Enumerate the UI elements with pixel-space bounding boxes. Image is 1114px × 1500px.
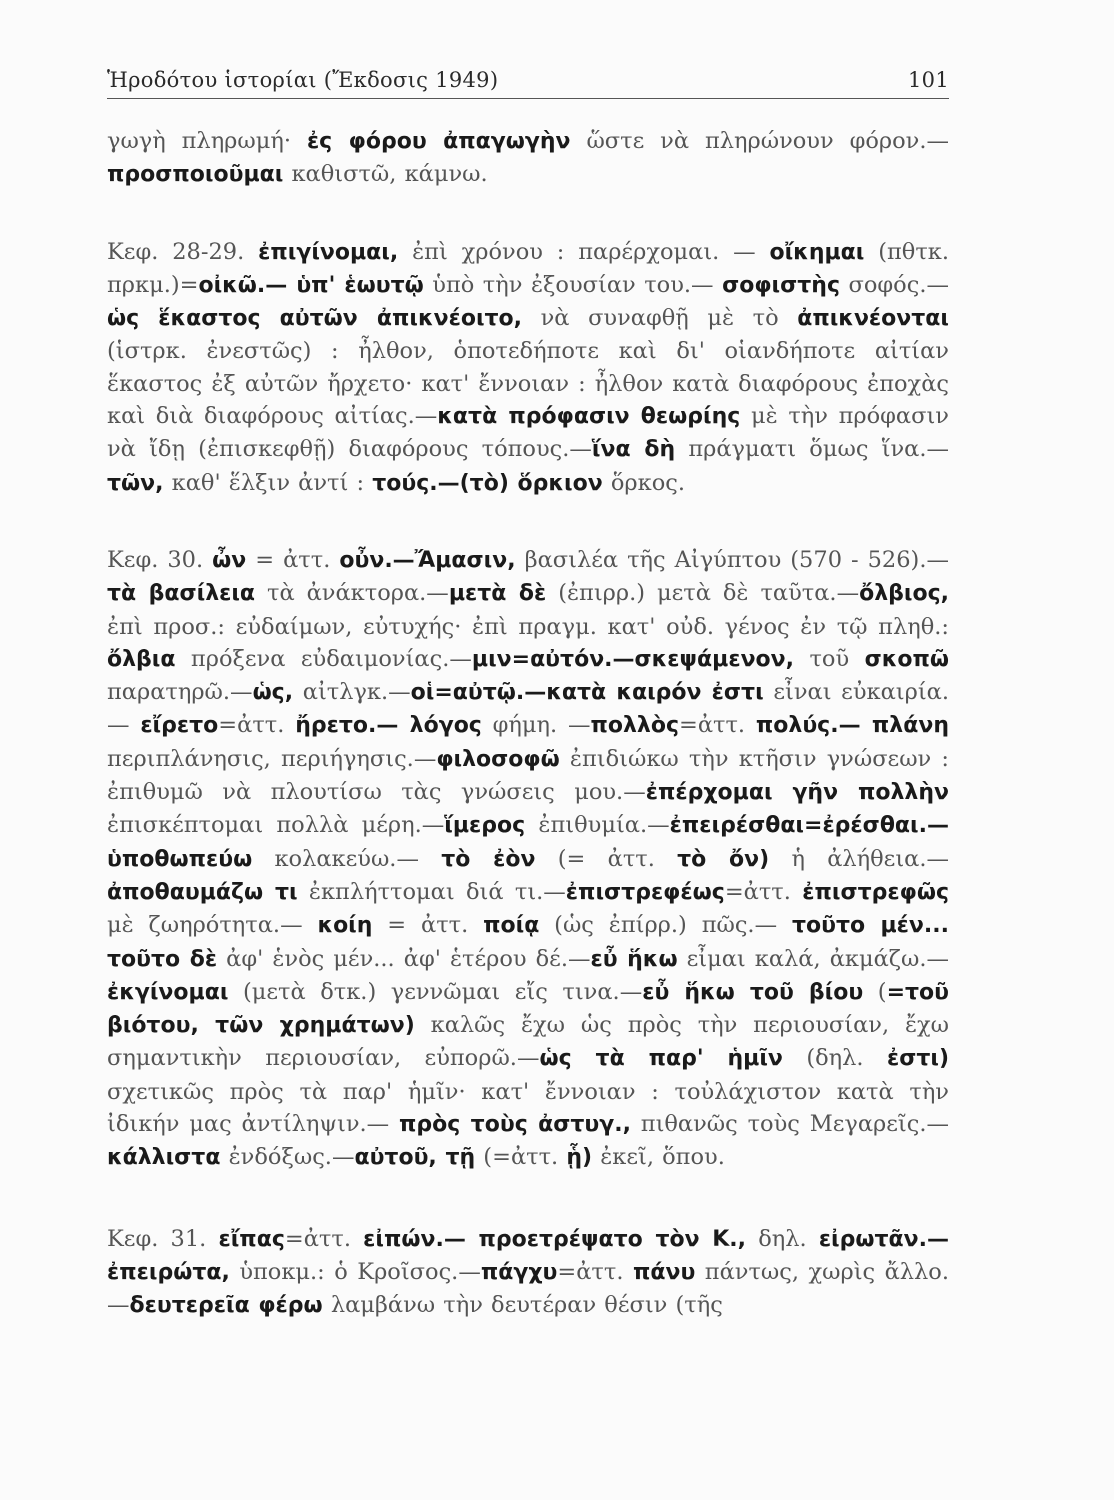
- gloss-text: νὰ συναφθῇ μὲ τὸ: [522, 305, 798, 332]
- headword: ἐπιγίνομαι,: [258, 239, 399, 265]
- gloss-text: = ἀττ.: [372, 912, 484, 939]
- headword: ἐκγίνομαι: [107, 979, 229, 1005]
- paragraph-1: [107, 125, 949, 192]
- headword: πολύς.— πλάνη: [755, 713, 949, 739]
- headword: προσποιοῦμαι: [107, 162, 284, 188]
- gloss-text: =ἀττ.: [284, 1225, 364, 1252]
- headword: ἀποθαυμάζω τι: [107, 879, 298, 905]
- gloss-text: ἐπὶ προσ.: εὐδαίμων, εὐτυχής· ἐπὶ πραγμ. κατ' οὐδ. γένος ἐν τῷ πληθ.:: [107, 613, 949, 640]
- headword: πολλὸς: [590, 713, 679, 739]
- gloss-text: ὥστε νὰ πληρώνουν φόρον.—: [570, 128, 949, 154]
- gloss-text: (πθτκ. πρκμ.)=: [107, 238, 949, 298]
- headword: ὡς ἕκαστος αὐτῶν ἀπικνέοιτο,: [107, 306, 523, 332]
- gloss-text: πρόξενα εὐδαιμονίας.—: [175, 645, 472, 672]
- gloss-text: = ἀττ.: [246, 546, 340, 573]
- gloss-text: (=ἀττ.: [475, 1144, 567, 1171]
- paragraph-4: [107, 1223, 949, 1323]
- gloss-text: καθ' ἕλξιν ἀντί :: [163, 469, 373, 496]
- page-number: 101: [908, 68, 949, 92]
- headword: σκοπῶ: [864, 646, 949, 672]
- headword: δευτερεῖα φέρω: [129, 1293, 323, 1319]
- headword: οἰκῶ.— ὑπ' ἑωυτῷ: [198, 272, 424, 298]
- gloss-text: =ἀττ.: [218, 712, 296, 739]
- gloss-text: ἐπιθυμία.—: [525, 812, 670, 839]
- gloss-text: (δηλ.: [782, 1045, 887, 1072]
- headword: πρὸς τοὺς ἀστυγ.,: [399, 1112, 631, 1138]
- gloss-text: σχετικῶς πρὸς τὰ παρ' ἡμῖν· κατ' ἔννοιαν : τοὐλάχιστον κατὰ τὴν ἰδικήν μας ἀντίληψιν.—: [107, 1078, 949, 1138]
- gloss-text: ὅρκος.: [602, 469, 686, 496]
- headword: ὡς,: [252, 680, 294, 706]
- gloss-text: γωγὴ πληρωμή·: [107, 128, 307, 154]
- headword: εἴρετο: [140, 713, 219, 739]
- headword: =τοῦ βιότου, τῶν χρημάτων): [107, 979, 950, 1039]
- gloss-text: ἐκπλήττομαι διά τι.—: [297, 878, 566, 905]
- headword: εἴπας: [218, 1226, 285, 1252]
- headword: ὄλβιος,: [859, 581, 949, 607]
- headword: μιν=αὐτόν.—σκεψάμενον,: [471, 646, 795, 672]
- headword: τοῦτο μέν... τοῦτο δὲ: [107, 913, 949, 972]
- headword: οἱ=αὐτῷ.—κατὰ καιρόν ἐστι: [410, 680, 764, 706]
- headword: ἐπιστρεφῶς: [802, 879, 949, 905]
- headword: εἰπών.— προετρέψατο τὸν Κ.,: [363, 1226, 747, 1252]
- gloss-text: (: [863, 978, 887, 1005]
- gloss-text: μὲ ζωηρότητα.—: [107, 912, 318, 939]
- gloss-text: =ἀττ.: [678, 712, 756, 739]
- headword: ἐπιστρεφέως: [565, 879, 725, 905]
- headword: πάνυ: [632, 1259, 696, 1285]
- gloss-text: (μετὰ δτκ.) γεννῶμαι εἴς τινα.—: [228, 978, 643, 1005]
- headword: τούς.—(τὸ) ὅρκιον: [372, 470, 603, 496]
- gloss-text: λαμβάνω τὴν δευτέραν θέσιν (τῆς: [322, 1292, 723, 1319]
- headword: οὖν.—Ἄμασιν,: [339, 547, 516, 573]
- headword: εἰρωτᾶν.—ἐπειρώτα,: [107, 1226, 949, 1285]
- headword: ἐπειρέσθαι=ἐρέσθαι.—ὑποθωπεύω: [107, 813, 949, 872]
- gloss-text: πάντως, χωρὶς ἄλλο.—: [107, 1258, 950, 1319]
- headword: οἴκημαι: [769, 239, 865, 265]
- headword: πάγχυ: [480, 1259, 558, 1285]
- gloss-text: πράγματι ὅμως ἵνα.—: [675, 436, 950, 463]
- gloss-text: =ἀττ.: [724, 878, 803, 905]
- headword: ποίᾳ: [483, 913, 540, 939]
- headword: μετὰ δὲ: [448, 581, 547, 607]
- headword: ἵνα δὴ: [591, 437, 676, 463]
- gloss-text: (ὡς ἐπίρρ.) πῶς.—: [539, 912, 792, 939]
- gloss-text: ἐπισκέπτομαι πολλὰ μέρη.—: [107, 812, 445, 839]
- gloss-text: μὲ τὴν πρόφασιν νὰ ἴδῃ (ἐπισκεφθῇ) διαφόρους τόπους.—: [107, 403, 949, 463]
- gloss-text: εἶμαι καλά, ἀκμάζω.—: [677, 945, 949, 972]
- headword: ἐπέρχομαι γῆν πολλὴν: [645, 780, 949, 806]
- paragraph-3: [107, 544, 949, 1175]
- gloss-text: βασιλέα τῆς Αἰγύπτου (570 - 526).—: [515, 546, 949, 573]
- gloss-text: ὑποκμ.: ὁ Κροῖσος.—: [229, 1258, 481, 1285]
- gloss-text: τὰ ἀνάκτορα.—: [255, 580, 449, 607]
- running-title: Ἡροδότου ἱστορίαι (Ἔκδοσις 1949): [107, 68, 499, 92]
- gloss-text: Κεφ. 30.: [107, 546, 213, 573]
- headword: κάλλιστα: [107, 1145, 221, 1171]
- headword: ἀπικνέονται: [797, 306, 949, 332]
- headword: ἵμερος: [444, 813, 526, 839]
- gloss-text: (= ἀττ.: [535, 845, 678, 872]
- headword: ὄλβια: [107, 646, 176, 672]
- headword: τὰ βασίλεια: [107, 581, 256, 607]
- gloss-text: ὑπὸ τὴν ἐξουσίαν του.—: [423, 271, 723, 298]
- headword: τὸ ὄν): [677, 846, 770, 872]
- headword: κατὰ πρόφασιν θεωρίης: [437, 404, 741, 430]
- gloss-text: σοφός.—: [839, 271, 949, 298]
- gloss-text: τοῦ: [794, 645, 865, 672]
- gloss-text: καθιστῶ, κάμνω.: [283, 161, 488, 188]
- gloss-text: ἐπὶ χρόνου : παρέρχομαι. —: [398, 238, 770, 265]
- gloss-text: (ἐπιρρ.) μετὰ δὲ ταῦτα.—: [546, 580, 860, 607]
- gloss-text: φήμη. —: [481, 712, 591, 739]
- gloss-text: ἐνδόξως.—: [220, 1144, 355, 1171]
- headword: ἐς φόρου ἀπαγωγὴν: [306, 129, 571, 154]
- headword: σοφιστὴς: [722, 272, 840, 298]
- gloss-text: ἐπιδιώκω τὴν κτῆσιν γνώσεων : ἐπιθυμῶ νὰ πλουτίσω τὰς γνώσεις μου.—: [107, 745, 949, 806]
- paragraph-2: [107, 236, 949, 500]
- headword: εὖ ἥκω τοῦ βίου: [642, 979, 864, 1005]
- headword: φιλοσοφῶ: [436, 746, 560, 772]
- gloss-text: περιπλάνησις, περιήγησις.—: [107, 745, 437, 772]
- headword: αὐτοῦ, τῇ: [354, 1145, 476, 1171]
- gloss-text: δηλ.: [746, 1225, 819, 1252]
- gloss-text: παρατηρῶ.—: [107, 679, 253, 706]
- headword: εὖ ἥκω: [590, 946, 678, 972]
- headword: ᾗ): [566, 1145, 593, 1171]
- gloss-text: ἀφ' ἑνὸς μέν... ἀφ' ἑτέρου δέ.—: [217, 945, 591, 972]
- headword: κοίη: [317, 913, 373, 939]
- headword: ἐστι): [886, 1046, 949, 1072]
- gloss-text: κολακεύω.—: [252, 845, 442, 872]
- gloss-text: εἶναι εὐκαιρία.—: [107, 679, 949, 739]
- gloss-text: ἐκεῖ, ὅπου.: [592, 1144, 725, 1171]
- running-header: [107, 68, 949, 99]
- gloss-text: Κεφ. 28-29.: [107, 238, 259, 265]
- gloss-text: καλῶς ἔχω ὡς πρὸς τὴν περιουσίαν, ἔχω σημαντικὴν περιουσίαν, εὐπορῶ.—: [107, 1012, 950, 1072]
- headword: τὸ ἐὸν: [441, 846, 536, 872]
- headword: τῶν,: [107, 470, 164, 496]
- gloss-text: (ἱστρκ. ἐνεστῶς) : ἦλθον, ὁποτεδήποτε καὶ δι' οἱανδήποτε αἰτίαν ἕκαστος ἐξ αὐτῶν ἤρχετο· κατ' ἔννοιαν : ἦλθον κατὰ διαφόρους ἐποχὰς καὶ διὰ διαφόρους αἰτίας.—: [107, 338, 949, 430]
- headword: ὡς τὰ παρ' ἡμῖν: [539, 1046, 783, 1072]
- gloss-text: πιθανῶς τοὺς Μεγαρεῖς.—: [630, 1111, 949, 1138]
- gloss-text: αἰτλγκ.—: [293, 679, 411, 706]
- gloss-text: Κεφ. 31.: [107, 1225, 219, 1252]
- headword: ὦν: [212, 547, 247, 573]
- gloss-text: =ἀττ.: [557, 1258, 633, 1285]
- gloss-text: ἡ ἀλήθεια.—: [769, 845, 950, 872]
- headword: ἤρετο.— λόγος: [295, 713, 482, 739]
